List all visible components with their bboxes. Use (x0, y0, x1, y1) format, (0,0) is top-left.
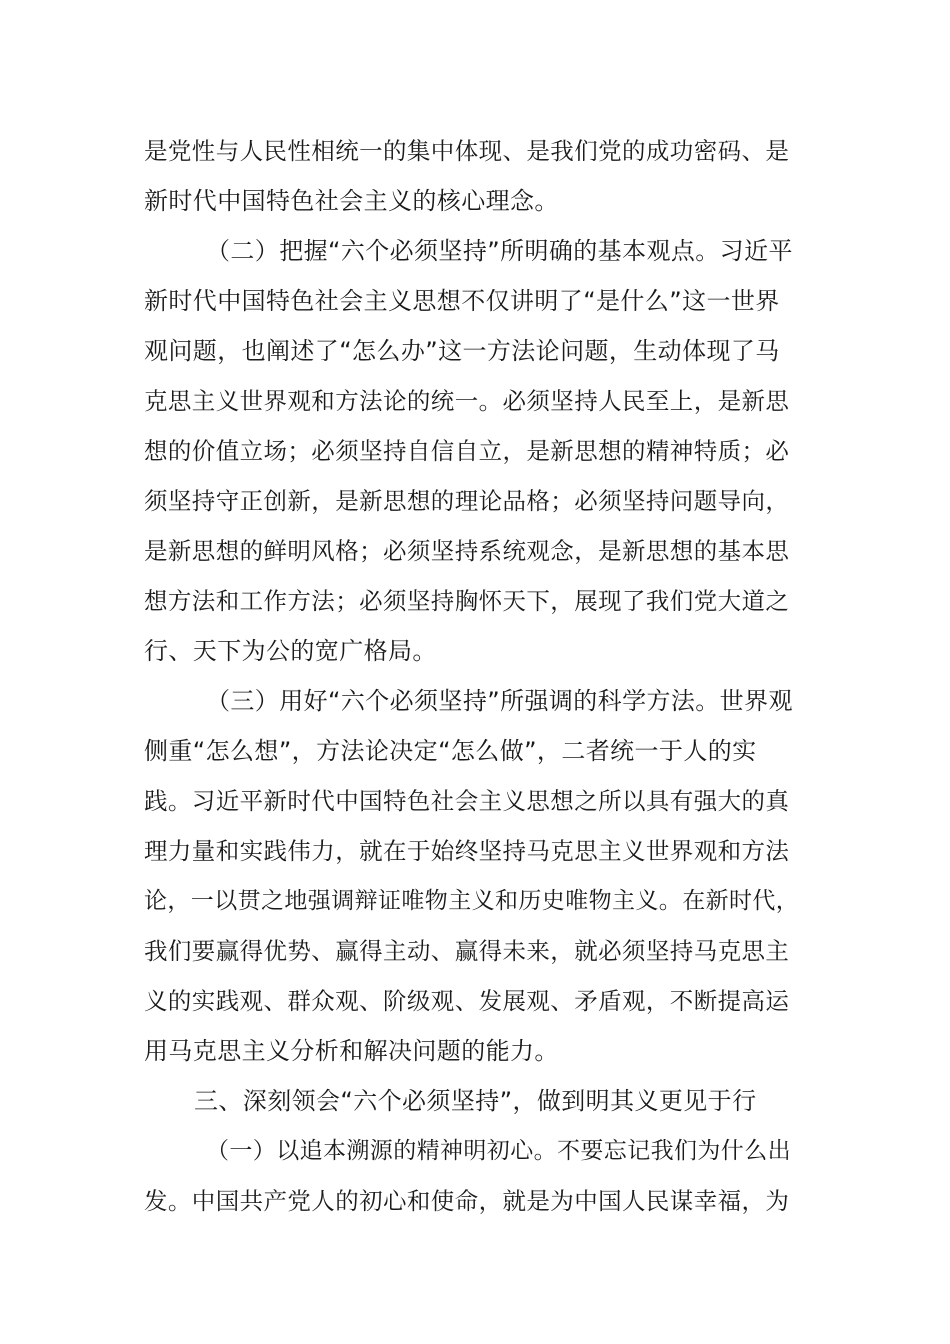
text-line: 须坚持守正创新，是新思想的理论品格；必须坚持问题导向， (144, 487, 790, 515)
text-line: 义的实践观、群众观、阶级观、发展观、矛盾观，不断提高运 (144, 987, 790, 1015)
text-line: 观问题，也阐述了“怎么办”这一方法论问题，生动体现了马 (144, 337, 780, 365)
text-line: 侧重“怎么想”，方法论决定“怎么做”，二者统一于人的实 (144, 737, 757, 765)
text-line: 克思主义世界观和方法论的统一。必须坚持人民至上，是新思 (144, 387, 790, 415)
text-line: 我们要赢得优势、赢得主动、赢得未来，就必须坚持马克思主 (144, 937, 790, 965)
chapter-heading-3: 三、深刻领会“六个必须坚持”，做到明其义更见于行 (194, 1087, 757, 1115)
text-line: 是新思想的鲜明风格；必须坚持系统观念，是新思想的基本思 (144, 537, 790, 565)
section-heading-2: （二）把握“六个必须坚持”所明确的基本观点。习近平 (206, 237, 793, 265)
text-line: 是党性与人民性相统一的集中体现、是我们党的成功密码、是 (144, 137, 790, 165)
section-heading-1: （一）以追本溯源的精神明初心。不要忘记我们为什么出 (206, 1138, 791, 1164)
document-body (144, 126, 800, 1226)
text-line: 行、天下为公的宽广格局。 (144, 637, 437, 665)
text-line: 论，一以贯之地强调辩证唯物主义和历史唯物主义。在新时代， (144, 888, 800, 914)
section-heading-3: （三）用好“六个必须坚持”所强调的科学方法。世界观 (206, 687, 793, 715)
text-line: 理力量和实践伟力，就在于始终坚持马克思主义世界观和方法 (144, 837, 790, 865)
text-line: 用马克思主义分析和解决问题的能力。 (144, 1037, 559, 1065)
text-line: 新时代中国特色社会主义思想不仅讲明了“是什么”这一世界 (144, 287, 780, 315)
text-line: 想的价值立场；必须坚持自信自立，是新思想的精神特质；必 (144, 437, 790, 465)
text-line: 新时代中国特色社会主义的核心理念。 (144, 187, 559, 215)
text-line: 发。中国共产党人的初心和使命，就是为中国人民谋幸福，为 (144, 1187, 790, 1215)
text-line: 想方法和工作方法；必须坚持胸怀天下，展现了我们党大道之 (144, 587, 790, 615)
text-line: 践。习近平新时代中国特色社会主义思想之所以具有强大的真 (144, 787, 790, 815)
